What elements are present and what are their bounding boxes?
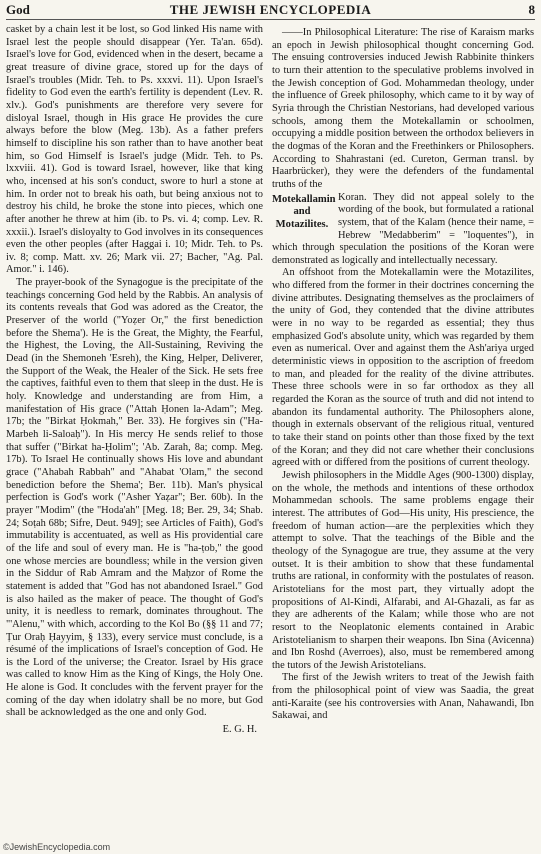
header-title: THE JEWISH ENCYCLOPEDIA [169,2,372,17]
paragraph: The prayer-book of the Synagogue is the precipitate of the teachings concerning God held by the Rabbis. An analysis of its contents reveals that God was adored as the Creator, the Preserver of the world ("Yoẓer Or," the first benediction before the Shema'). He is the Great, the Mighty, the Fearful, the Highest, the Loving, the All-Sustaining, Reviving the Dead (in the Shemoneh 'Esreh), the King, Helper, Deliverer, the Support of the Weak, the Healer of the Sick. He sets free the captives, faithful even to them that sleep in the dust. He is holy. Knowledge and understanding are from Him, a manifestation of His grace ("Attah Ḥonen la-Adam"; Meg. 17b; the "Birkat Ḥokmah," Ber. 33). He forgives sin ("Ha-Marbeh li-Saloaḥ"). In His mercy He sends relief to those that suffer ("Birkat ha-Ḥolim"; 'Ab. Zarah, 8a; comp. Meg. 17b). To Israel He continually shows His love and abundant grace ("Ahabah Rabbah" and "Ahabat 'Olam," the second benediction before the Shema'; Ber. 11b). Man's physical perfection is God's work ("Asher Yaẓar"; Ber. 60b). In the prayer "Modim" (the "Hoda'ah" [Meg. 18; Ber. 29, 34; Shab. 24; Soṭah 68b; Sifre, Deut. 949]; see Articles of Faith), God's immutability is accentuated, as well as His providential care of the life and soul of every man. He is "ha-ṭob," the good one whose mercies are boundless; while in the version given in the Siddur of Rab Amram and the Maḥzor of Rome the statement is added that "God has not abandoned Israel." God is also hailed as the maker of peace. The thought of God's unity, it is needless to remark, dominates throughout. The "'Alenu," with which, according to the Kol Bo (§§ 11 and 77; Ṭur Oraḥ Ḥayyim, § 133), every service must conclude, is a résumé of the implications of Israel's conception of God. He is the Lord of the universe; the Creator. Israel by His grace was called to know Him as the King of Kings, the Holy One. He alone is God. It concludes with the fervent prayer for the coming of the day when idolatry shall be no more, but God shall be acknowledged as the one and only God. [6,277,263,719]
page-header [6,1,535,20]
source-link[interactable]: ©JewishEncyclopedia.com [3,842,111,852]
author-signature: E. G. H. [222,724,257,736]
right-column [272,27,534,723]
paragraph: Jewish philosophers in the Middle Ages (900-1300) display, on the whole, the methods and intentions of these orthodox Mohammedan schools. The same problems engage their interest. The attributes of God—His unity, His prescience, the freedom of human action—are the perplexities which they attempt to solve. That the teachings of the Bible and the theology of the Synagogue are true, they assume at the very outset. It is their ambition to show that these fundamental truths are rational, in conformity with the postulates of reason. Aristotelians for the most part, they virtually adopt the propositions of Al-Kindi, Alfarabi, and Al-Ghazali, as far as they are adherents of the Kalam; while those who are not resort to the Neoplatonic elements contained in Arabic Aristotelianism to sharpen their weapons. Ibn Sina (Avicenna) and Ibn Roshd (Averroes), also, must be remembered among the tutors of the Jewish Aristotelians. [272,469,534,671]
margin-heading: Motekallamin and Motazilites. [272,193,336,230]
paragraph: The first of the Jewish writers to treat of the Jewish faith from the philosophical point of view was Saadia, the great anti-Karaite (see his controversies with Anan, Nahawandi, Ibn Sakawai, and [272,672,534,722]
paragraph: ——In Philosophical Literature: The rise of Karaism marks an epoch in Jewish philosophical thought concerning God. The ensuing controversies induced Jewish Rabbinite thinkers to turn their attention to the speculative problems involved in the Jewish conception of God. Mohammedan theology, under the influence of Greek philosophy, which came to it by way of Syria through the Christian Nestorians, had developed various schools, among them the Motekallamin or schoolmen, occupying a middle position between the orthodox believers in the dogmas of the Koran and the Freethinkers or Philosophers. According to Shahrastani (ed. Cureton, German transl. by Haarbrücker), they were the defenders of the fundamental truths of the [272,27,534,190]
header-article-name: God [6,2,30,17]
paragraph: casket by a chain lest it be lost, so God linked His name with Israel lest the people should disappear (Yer. Ta'an. 65d). Israel's love for God, evidenced when in the desert, became a great treasure of divine grace, stored up for the days of Israel's troubles (Midr. Teh. to Ps. xxxvi. 11). Upon Israel's fidelity to God even the earth's fertility is dependent (Lev. R. xlv.). God's punishments are therefore very severe for disloyal Israel, though in His grace He provides the cure always before the blow (Meg. 13b). As a father prefers himself to discipline his son rather than to have another beat him, so God Himself is Israel's judge (Midr. Teh. to Ps. lxxviii. 41). God is toward Israel, however, like that king who, incensed at his son's conduct, swore to hurl a stone at him. In order not to break his oath, but being anxious not to destroy his child, he broke the stone into pieces, which one after another he threw at him (ib. to Ps. vi. 4; comp. Lev. R. xxxii.). Israel's disloyalty to God involves in its consequences even the other peoples (after Haggai i. 10; Midr. Teh. to Ps. iv. 8; comp. Matt. xv. 26; Mark vii. 27; Bacher, "Ag. Pal. Amor." i. 146). [6,24,263,276]
paragraph: Koran. They did not appeal solely to the wording of the book, but formulated a rational system, that of the Kalam (hence their name, = Hebrew "Medabberim" = "loquentes"), in which through speculation the positions of the Koran were demonstrated as logically and intellectually necessary. [272,191,534,266]
paragraph: An offshoot from the Motekallamin were the Motazilites, who differed from the former in their doctrines concerning the divine attributes. Designating themselves as the proclaimers of the unity of God, they contended that the divine attributes were in no way to be regarded as essential; they thus emphasized God's absolute unity, which was regarded by them even as numerical. Over and against them the Ash'ariya urged deterministic views in opposition to the ascription of freedom to man, and pleaded for the reality of the divine attributes. These three schools were in so far orthodox as they all regarded the Koran as the source of truth and did not intend to abandon its fundamental authority. The Philosophers alone, though in externals observant of the religious ritual, ventured to take their stand on points other than those fixed by the text of the Koran; and they did not care whether their conclusions agreed with or differed from the positions of current theology. [272,267,534,469]
header-page-number: 8 [528,2,535,17]
left-column [6,24,263,737]
